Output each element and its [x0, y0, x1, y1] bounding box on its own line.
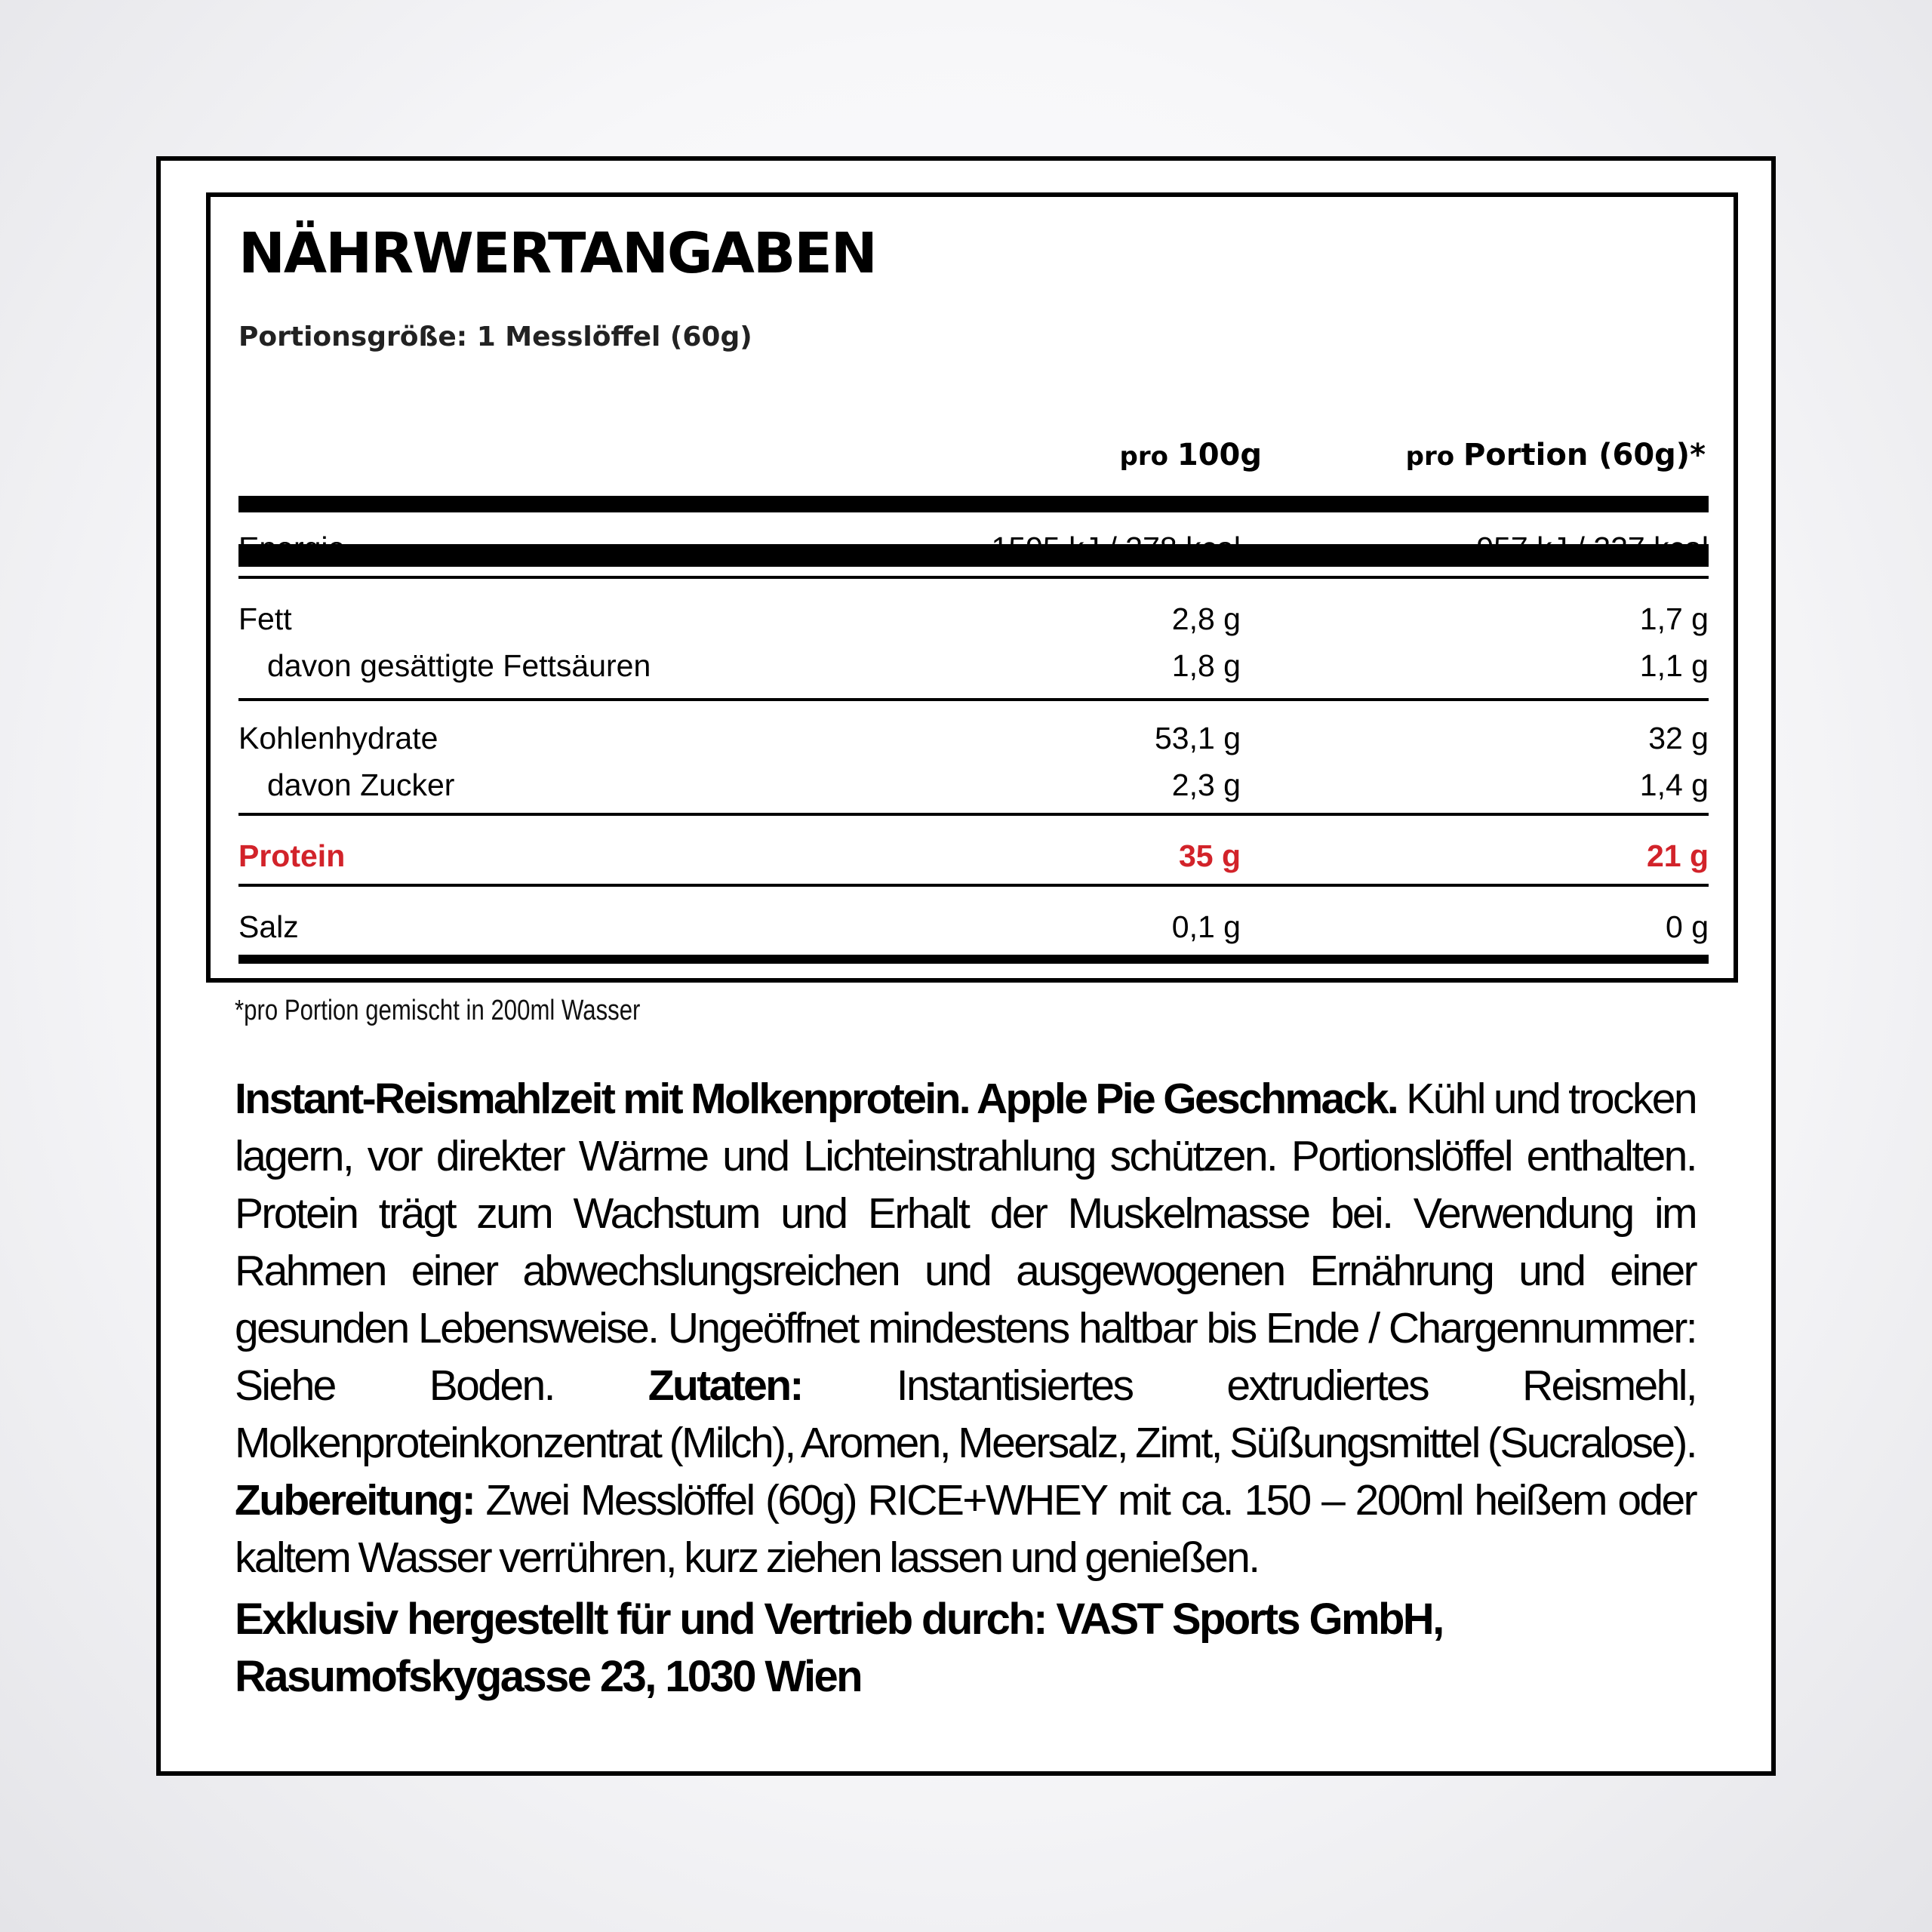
table-row-protein	[238, 837, 1709, 875]
serving-size: Portionsgröße: 1 Messlöffel (60g)	[238, 321, 752, 352]
row-value-per-portion: 1,7 g	[1639, 601, 1709, 636]
row-label: Energie	[238, 531, 346, 565]
row-value-per-100g: 35 g	[1178, 838, 1241, 873]
table-row	[238, 766, 1709, 804]
table-row	[238, 600, 1709, 638]
row-value-per-100g: 0,1 g	[1171, 909, 1241, 944]
row-label: davon Zucker	[267, 768, 455, 802]
divider-thin	[238, 813, 1709, 816]
divider-thin	[238, 576, 1709, 579]
label-card	[156, 156, 1776, 1776]
row-value-per-100g: 1,8 g	[1171, 648, 1241, 683]
divider-thick	[238, 955, 1709, 964]
row-value-per-portion: 1,1 g	[1639, 648, 1709, 683]
divider-thin	[238, 884, 1709, 887]
row-value-per-portion: 32 g	[1648, 721, 1709, 755]
table-row	[238, 719, 1709, 757]
manufacturer-info: Exklusiv hergestellt für und Vertrieb durch: VAST Sports GmbH, Rasumofskygasse 23, 1030 Wien	[235, 1595, 1443, 1701]
column-header-per-100g: pro 100g	[1119, 438, 1262, 472]
row-value-per-100g: 1595 kJ / 378 kcal	[991, 531, 1241, 565]
footnote: *pro Portion gemischt in 200ml Wasser	[235, 995, 641, 1026]
row-value-per-100g: 2,3 g	[1171, 768, 1241, 802]
table-title: NÄHRWERTANGABEN	[238, 221, 876, 286]
column-header-per-portion: pro Portion (60g)*	[1405, 438, 1706, 472]
row-label: Salz	[238, 909, 299, 944]
row-value-per-100g: 2,8 g	[1171, 601, 1241, 636]
row-value-per-100g: 53,1 g	[1155, 721, 1241, 755]
row-label: Fett	[238, 601, 292, 636]
product-description: Instant-Reismahlzeit mit Molkenprotein. Apple Pie Geschmack. Kühl und trocken lagern, vor direkter Wärme und Lichteinstrahlung schützen. Portionslöffel enthalten. Protein trägt zum Wachstum und Erhalt der Muskelmasse bei. Verwendung im Rahmen einer abwechslungsreichen und ausgewogenen Ernährung und einer gesunden Lebensweise. Ungeöffnet mindestens haltbar bis Ende / Chargennummer: Siehe Boden. Zutaten: Instantisiertes extrudiertes Reismehl, Molkenproteinkonzentrat (Milch), Aromen, Meersalz, Zimt, Süßungsmittel (Sucralose). Zubereitung: Zwei Messlöffel (60g) RICE+WHEY mit ca. 150 – 200ml heißem oder kaltem Wasser verrühren, kurz ziehen lassen und genießen.	[235, 1075, 1696, 1582]
row-value-per-portion: 21 g	[1646, 838, 1709, 873]
row-value-per-portion: 957 kJ / 227 kcal	[1476, 531, 1709, 565]
table-row	[238, 647, 1709, 685]
table-row	[238, 529, 1709, 567]
table-row	[238, 908, 1709, 946]
divider-thin	[238, 698, 1709, 701]
row-label: Kohlenhydrate	[238, 721, 438, 755]
row-label: davon gesättigte Fettsäuren	[267, 648, 651, 683]
row-value-per-portion: 0 g	[1666, 909, 1709, 944]
nutrition-table	[206, 192, 1738, 983]
divider-thick	[238, 496, 1709, 512]
row-label: Protein	[238, 838, 346, 873]
row-value-per-portion: 1,4 g	[1639, 768, 1709, 802]
